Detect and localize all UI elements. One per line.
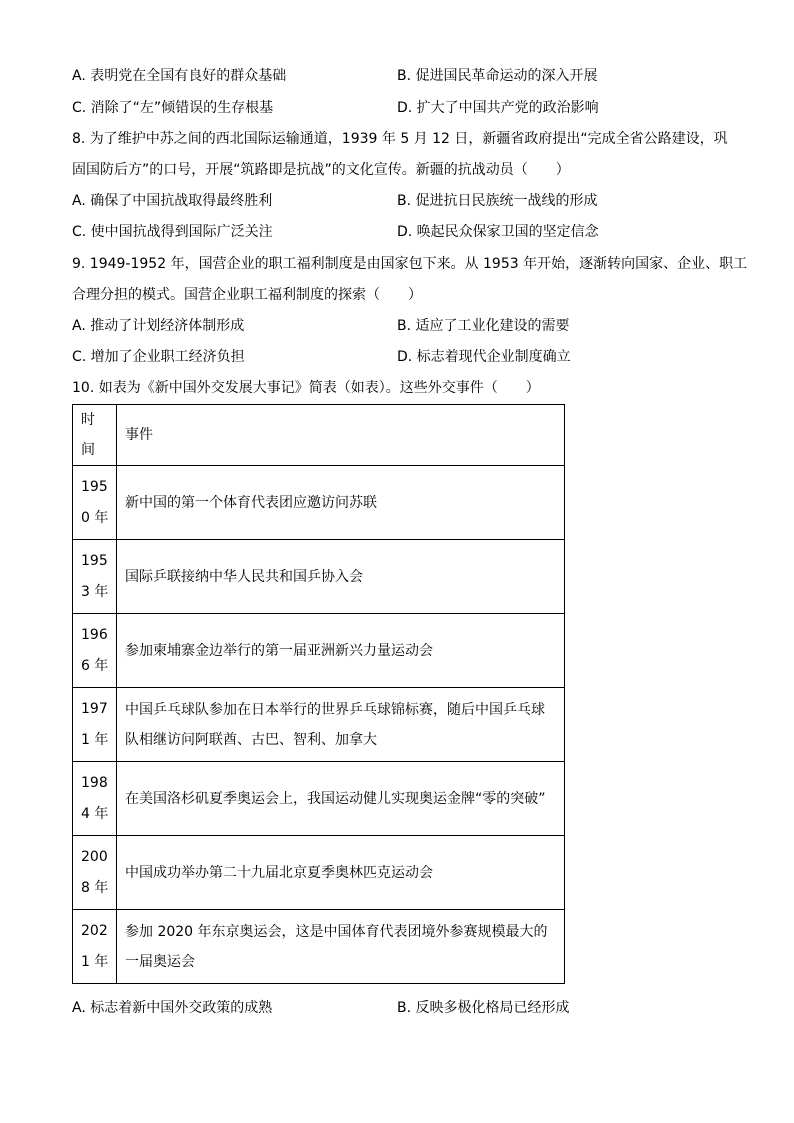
q7-option-c: C. 消除了“左”倾错误的生存根基 — [72, 100, 274, 116]
table-row — [73, 614, 565, 688]
q10-stem: 10. 如表为《新中国外交发展大事记》简表（如表）。这些外交事件（ ） — [72, 380, 540, 396]
table-header-event: 事件 — [117, 405, 565, 466]
q8-stem-line1: 8. 为了维护中苏之间的西北国际运输通道，1939 年 5 月 12 日，新疆省政府提出“完成全省公路建设，巩 — [72, 131, 728, 147]
row-year: 1950 年 — [81, 478, 109, 526]
q8-stem-line2: 固国防后方”的口号，开展“筑路即是抗战”的文化宣传。新疆的抗战动员（ ） — [72, 162, 570, 178]
row-event: 中国乒乓球队参加在日本举行的世界乒乓球锦标赛，随后中国乒乓球队相继访问阿联酋、古巴、智利、加拿大 — [117, 688, 565, 762]
table-header-time: 时间 — [73, 405, 117, 466]
q7-option-a: A. 表明党在全国有良好的群众基础 — [72, 68, 287, 84]
q9-option-a: A. 推动了计划经济体制形成 — [72, 318, 245, 334]
row-event: 参加 2020 年东京奥运会，这是中国体育代表团境外参赛规模最大的一届奥运会 — [117, 910, 565, 984]
row-event: 在美国洛杉矶夏季奥运会上，我国运动健儿实现奥运金牌“零的突破” — [117, 762, 565, 836]
table-row — [73, 466, 565, 540]
q7-option-d: D. 扩大了中国共产党的政治影响 — [397, 100, 599, 116]
q10-option-b: B. 反映多极化格局已经形成 — [397, 1000, 570, 1016]
events-table — [72, 404, 565, 984]
q7-option-b: B. 促进国民革命运动的深入开展 — [397, 68, 598, 84]
q9-option-c: C. 增加了企业职工经济负担 — [72, 349, 245, 365]
q9-option-d: D. 标志着现代企业制度确立 — [397, 349, 571, 365]
row-year: 1966 年 — [81, 626, 109, 674]
q9-option-b: B. 适应了工业化建设的需要 — [397, 318, 570, 334]
q9-stem-line2: 合理分担的模式。国营企业职工福利制度的探索（ ） — [72, 287, 422, 303]
row-event: 国际乒联接纳中华人民共和国乒协入会 — [117, 540, 565, 614]
q8-option-a: A. 确保了中国抗战取得最终胜利 — [72, 193, 273, 209]
q10-option-a: A. 标志着新中国外交政策的成熟 — [72, 1000, 273, 1016]
row-year: 1984 年 — [81, 774, 109, 822]
table-row — [73, 762, 565, 836]
row-year: 1971 年 — [81, 700, 109, 748]
row-year: 1953 年 — [81, 552, 109, 600]
table-row — [73, 688, 565, 762]
table-row — [73, 836, 565, 910]
table-row — [73, 540, 565, 614]
row-year: 2008 年 — [81, 848, 109, 896]
q9-stem-line1: 9. 1949-1952 年，国营企业的职工福利制度是由国家包下来。从 1953 年开始，逐渐转向国家、企业、职工 — [72, 256, 748, 272]
q8-option-b: B. 促进抗日民族统一战线的形成 — [397, 193, 598, 209]
row-event: 中国成功举办第二十九届北京夏季奥林匹克运动会 — [117, 836, 565, 910]
table-header-row — [73, 405, 565, 466]
table-row — [73, 910, 565, 984]
row-event: 新中国的第一个体育代表团应邀访问苏联 — [117, 466, 565, 540]
row-event: 参加柬埔寨金边举行的第一届亚洲新兴力量运动会 — [117, 614, 565, 688]
row-year: 2021 年 — [81, 922, 109, 970]
q8-option-c: C. 使中国抗战得到国际广泛关注 — [72, 224, 273, 240]
q8-option-d: D. 唤起民众保家卫国的坚定信念 — [397, 224, 599, 240]
